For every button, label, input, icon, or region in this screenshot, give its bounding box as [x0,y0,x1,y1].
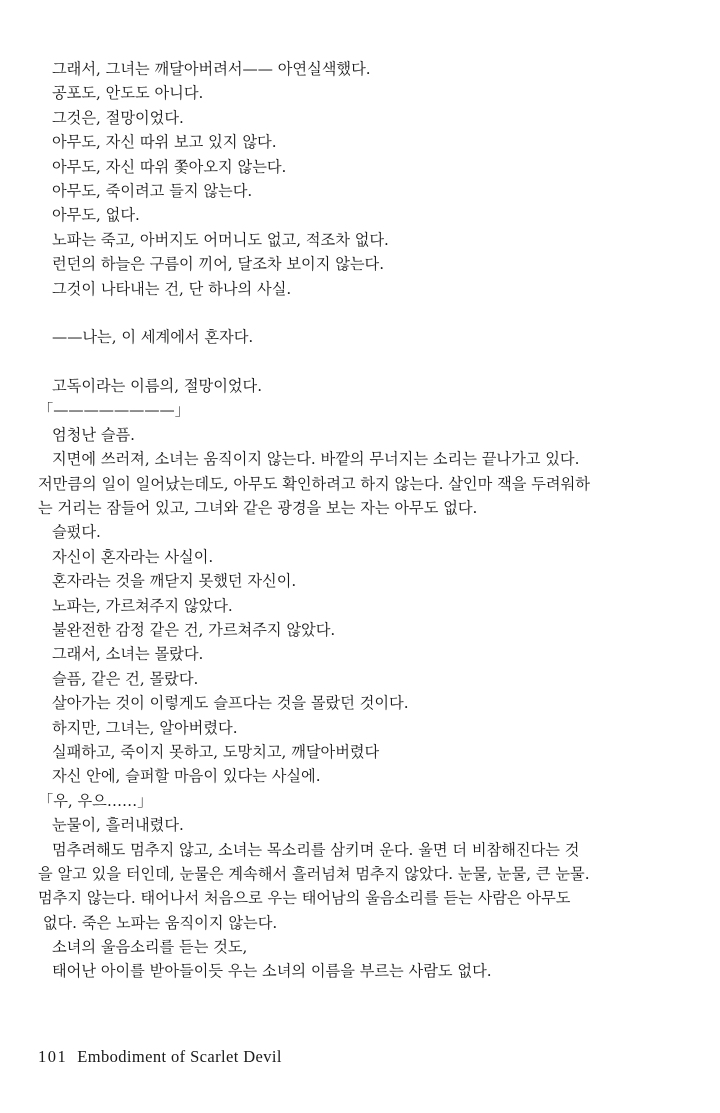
text-line: 실패하고, 죽이지 못하고, 도망치고, 깨달아버렸다 [52,742,380,761]
text-line: 저만큼의 일이 일어났는데도, 아무도 확인하려고 하지 않는다. 살인마 잭을 두려워하 [38,474,590,493]
text-line: 멈추려해도 멈추지 않고, 소녀는 목소리를 삼키며 운다. 울면 더 비참해진다는 것 [52,840,580,859]
text-line: 멈추지 않는다. 태어나서 처음으로 우는 태어남의 울음소리를 듣는 사람은 아무도 [38,889,571,908]
text-line: 노파는 죽고, 아버지도 어머니도 없고, 적조차 없다. [52,230,389,249]
text-line: 없다. 죽은 노파는 움직이지 않는다. [38,913,278,932]
text-line: 을 알고 있을 터인데, 눈물은 계속해서 흘러넘쳐 멈추지 않았다. 눈물, 눈물, 큰 눈물. [38,864,590,883]
text-line: 눈물이, 흘러내렸다. [52,816,184,835]
text-line: 아무도, 없다. [52,206,140,225]
text-line: ——나는, 이 세계에서 혼자다. [52,328,254,347]
text-line: 자신 안에, 슬퍼할 마음이 있다는 사실에. [52,767,321,786]
text-line: 슬펐다. [52,523,101,542]
text-line: 노파는, 가르쳐주지 않았다. [52,596,233,615]
text-line: 살아가는 것이 이렇게도 슬프다는 것을 몰랐던 것이다. [52,694,409,713]
text-line: 그래서, 소녀는 몰랐다. [52,645,204,664]
text-line: 소녀의 울음소리를 듣는 것도, [52,938,248,957]
text-line: 혼자라는 것을 깨닫지 못했던 자신이. [52,572,297,591]
blank-line [38,350,668,374]
text-line: 자신이 혼자라는 사실이. [52,547,214,566]
blank-line [38,301,668,325]
book-title: Embodiment of Scarlet Devil [77,1047,282,1066]
text-line: 는 거리는 잠들어 있고, 그녀와 같은 광경을 보는 자는 아무도 없다. [38,499,478,518]
text-line: 아무도, 죽이려고 들지 않는다. [52,181,253,200]
text-line: 아무도, 자신 따위 보고 있지 않다. [52,133,277,152]
text-line-dialogue: 「————————」 [38,401,190,420]
text-line: 고독이라는 이름의, 절망이었다. [52,377,263,396]
text-line-dialogue: 「우, 우으……」 [38,791,153,810]
text-line: 태어난 아이를 받아들이듯 우는 소녀의 이름을 부르는 사람도 없다. [52,962,492,981]
text-line: 지면에 쓰러져, 소녀는 움직이지 않는다. 바깥의 무너지는 소리는 끝나가고 있다. [52,450,580,469]
text-line: 엄청난 슬픔. [52,425,136,444]
text-line: 아무도, 자신 따위 쫓아오지 않는다. [52,157,287,176]
text-line: 공포도, 안도도 아니다. [52,84,204,103]
body-text [38,57,668,984]
page-number: 101 [38,1047,68,1066]
text-line: 그것은, 절망이었다. [52,108,184,127]
text-line: 그것이 나타내는 건, 단 하나의 사실. [52,279,292,298]
text-line: 불완전한 감정 같은 건, 가르쳐주지 않았다. [52,620,336,639]
page-footer [38,1047,282,1067]
text-line: 하지만, 그녀는, 알아버렸다. [52,718,238,737]
text-line: 런던의 하늘은 구름이 끼어, 달조차 보이지 않는다. [52,255,385,274]
text-line: 그래서, 그녀는 깨달아버려서—— 아연실색했다. [52,60,371,78]
text-line: 슬픔, 같은 건, 몰랐다. [52,669,199,688]
